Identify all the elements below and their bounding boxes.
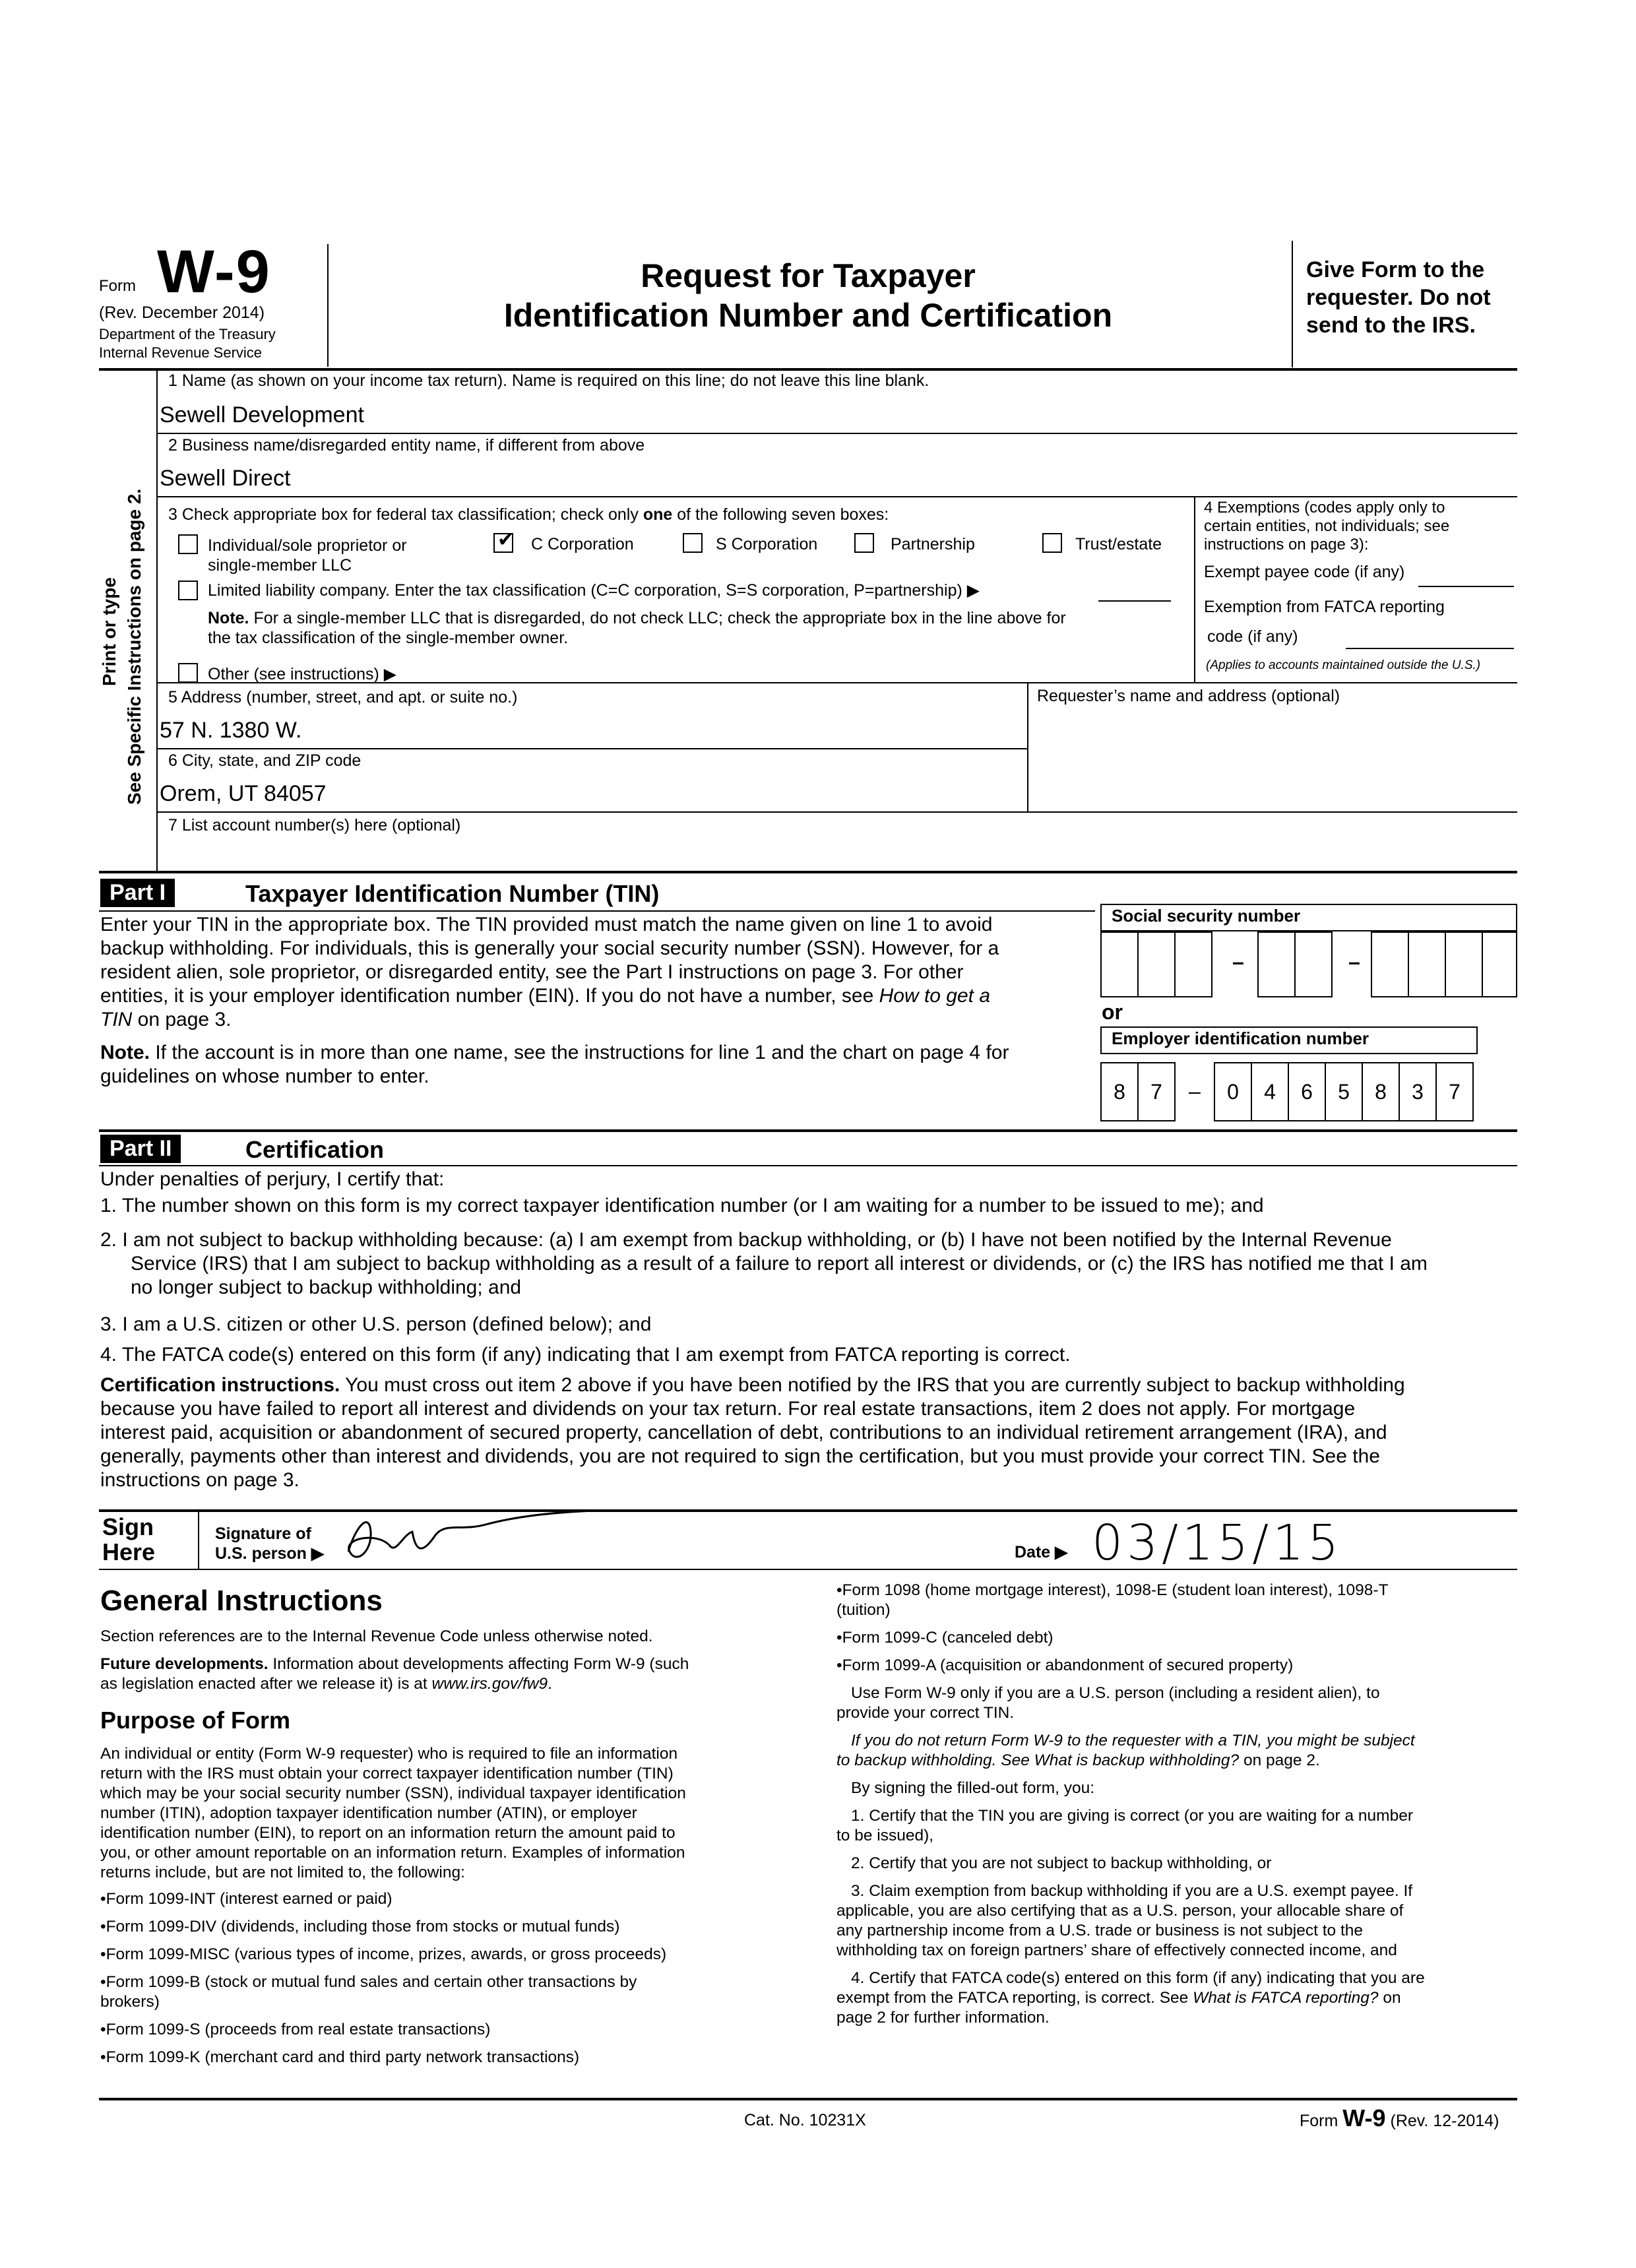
- list-item: • Form 1099-C (canceled debt): [836, 1628, 1523, 1648]
- individual-checkbox[interactable]: [178, 534, 198, 554]
- certify-1: 1. Certify that the TIN you are giving is correct (or you are waiting for a number: [851, 1807, 1413, 1825]
- purpose-text: An individual or entity (Form W-9 requester) who is required to file an information return with the IRS must obtain your correct taxpayer identification number (TIN) which may be your social security number (SSN), individual taxpayer identification number (ITIN), adoption taxpayer identification number (ATIN), or employer identification number (EIN), to report on an information return the amount paid to you, or other amount reportable on an information return. Examples of information returns include, but are not limited to, the following:: [100, 1745, 686, 1881]
- other-label: Other (see instructions) ▶: [208, 665, 396, 683]
- address-field[interactable]: 57 N. 1380 W.: [160, 718, 302, 743]
- part1-title: Taxpayer Identification Number (TIN): [245, 880, 660, 907]
- certify-1b: to be issued),: [836, 1827, 934, 1844]
- ssn-digit-box[interactable]: [1137, 931, 1176, 997]
- line7-label: 7 List account number(s) here (optional): [168, 816, 461, 835]
- department: Department of the Treasury: [99, 326, 276, 342]
- ssn-label: Social security number: [1112, 906, 1301, 926]
- trust-estate-checkbox[interactable]: [1042, 533, 1062, 553]
- llc-checkbox[interactable]: [178, 581, 198, 600]
- ein-digit[interactable]: 8: [1362, 1062, 1400, 1121]
- certify-3c: any partnership income from a U.S. trade or business is not subject to the: [836, 1922, 1364, 1939]
- date-value[interactable]: 03/15/15: [1092, 1515, 1343, 1571]
- list-item: • Form 1099-DIV (dividends, including those from stocks or mutual funds): [100, 1917, 793, 1937]
- individual-label: Individual/sole proprietor or: [208, 536, 407, 555]
- ein-label: Employer identification number: [1112, 1028, 1369, 1048]
- footer-form-id: Form W-9 (Rev. 12-2014): [1300, 2104, 1499, 2131]
- other-checkbox[interactable]: [178, 663, 198, 683]
- signing-intro: By signing the filled-out form, you:: [851, 1779, 1095, 1797]
- name-field[interactable]: Sewell Development: [160, 402, 364, 427]
- ein-digit[interactable]: 8: [1100, 1062, 1139, 1121]
- fatca-note: (Applies to accounts maintained outside the U.S.): [1206, 658, 1481, 672]
- ssn-digit-box[interactable]: [1257, 931, 1296, 997]
- backup-withholding-note-2: to backup withholding. See What is backup withholding? on page 2.: [836, 1751, 1320, 1769]
- date-label: Date ▶: [1015, 1543, 1068, 1561]
- ein-dash: –: [1189, 1079, 1201, 1103]
- requester-label: Requester’s name and address (optional): [1037, 687, 1340, 705]
- see-instructions-label: See Specific Instructions on page 2.: [124, 488, 144, 805]
- form-title: Request for Taxpayer Identification Number and Certification: [503, 257, 1113, 334]
- service: Internal Revenue Service: [99, 344, 263, 361]
- ssn-digit-box[interactable]: [1408, 931, 1446, 997]
- form-number: W-9: [157, 238, 271, 305]
- llc-note-2: the tax classification of the single-member owner.: [208, 629, 569, 647]
- s-corporation-checkbox[interactable]: [683, 533, 703, 553]
- certify-3b: applicable, you are also certifying that as a U.S. person, your allocable share of: [836, 1902, 1404, 1920]
- line2-label: 2 Business name/disregarded entity name, if different from above: [168, 436, 645, 455]
- section-references: Section references are to the Internal Revenue Code unless otherwise noted.: [100, 1627, 653, 1645]
- give-form-notice: Give Form to the requester. Do not send to the IRS.: [1306, 257, 1491, 338]
- ssn-digit-box[interactable]: [1174, 931, 1212, 997]
- c-corporation-label: C Corporation: [531, 535, 634, 553]
- signature[interactable]: [330, 1505, 607, 1571]
- list-item-continuation: (tuition): [836, 1601, 891, 1619]
- ein-digit[interactable]: 0: [1214, 1062, 1252, 1121]
- s-corporation-label: S Corporation: [716, 535, 818, 553]
- certification-text: Under penalties of perjury, I certify that: 1. The number shown on this form is my correct taxpayer identification number (or I am waiting for a number to be issued to me); and 2. I am not subject to backup withholding because: (a) I am exempt from backup withholding, or (b) I have not been notified by the Internal Revenue Service (IRS) that I am subject to backup withholding as a result of a failure to report all interest or dividends, or (c) the IRS has notified me that I am no longer subject to backup withholding; and 3. I am a U.S. citizen or other U.S. person (defined below); and 4. The FATCA code(s) entered on this form (if any) indicating that I am exempt from FATCA reporting is correct. Certification instructions. You must cross out item 2 above if you have been notified by the IRS that you are currently subject to backup withholding because you have failed to report all interest and dividends on your tax return. For real estate transactions, item 2 does not apply. For mortgage interest paid, acquisition or abandonment of secured property, cancellation of debt, contributions to an individual retirement arrangement (IRA), and generally, payments other than interest and dividends, you are not required to sign the certification, but you must provide your correct TIN. See the instructions on page 3.: [100, 1168, 1428, 1491]
- llc-label: Limited liability company. Enter the tax classification (C=C corporation, S=S corporation, P=partnership) ▶: [208, 581, 980, 600]
- line3-label: 3 Check appropriate box for federal tax classification; check only one of the following seven boxes:: [168, 505, 889, 524]
- llc-classification-field[interactable]: [1098, 600, 1171, 602]
- general-heading: General Instructions: [100, 1585, 383, 1617]
- ein-digit[interactable]: 6: [1288, 1062, 1326, 1121]
- use-form-text-2: provide your correct TIN.: [836, 1704, 1015, 1722]
- ein-digit[interactable]: 5: [1325, 1062, 1363, 1121]
- certify-3d: withholding tax on foreign partners’ share of effectively connected income, and: [836, 1941, 1397, 1959]
- partnership-label: Partnership: [891, 535, 975, 553]
- city-state-zip-field[interactable]: Orem, UT 84057: [160, 781, 327, 806]
- list-item: • Form 1099-S (proceeds from real estate transactions): [100, 2020, 793, 2040]
- form-header: [0, 0, 1636, 369]
- trust-estate-label: Trust/estate: [1075, 535, 1162, 553]
- certify-2: 2. Certify that you are not subject to backup withholding, or: [851, 1854, 1272, 1872]
- ssn-digit-box[interactable]: [1445, 931, 1483, 997]
- general-instructions-right: [836, 1581, 1523, 2028]
- use-form-text: Use Form W-9 only if you are a U.S. person (including a resident alien), to: [851, 1684, 1380, 1702]
- purpose-heading: Purpose of Form: [100, 1707, 291, 1734]
- future-developments: Future developments. Information about developments affecting Form W-9 (such as legislation enacted after we release it) is at www.irs.gov/fw9.: [100, 1655, 689, 1693]
- partnership-checkbox[interactable]: [854, 533, 874, 553]
- line6-label: 6 City, state, and ZIP code: [168, 751, 362, 770]
- part1-instructions: Enter your TIN in the appropriate box. The TIN provided must match the name given on line 1 to avoid backup withholding. For individuals, this is generally your social security number (SSN). However, for a resident alien, sole proprietor, or disregarded entity, see the Part I instructions on page 3. For other entities, it is your employer identification number (EIN). If you do not have a number, see How to get a TIN on page 3. Note. If the account is in more than one name, see the instructions for line 1 and the chart on page 4 for guidelines on whose number to enter.: [100, 914, 1009, 1087]
- ssn-dash: –: [1232, 950, 1244, 974]
- certify-4c: page 2 for further information.: [836, 2009, 1050, 2027]
- backup-withholding-note: If you do not return Form W-9 to the requester with a TIN, you might be subject: [851, 1732, 1415, 1749]
- requester-field[interactable]: [1029, 706, 1517, 811]
- ssn-digit-box[interactable]: [1482, 931, 1517, 997]
- c-corporation-checkbox[interactable]: [493, 529, 515, 553]
- print-or-type-label: Print or type: [99, 577, 119, 686]
- or-label: or: [1102, 1000, 1123, 1024]
- fatca-code-field[interactable]: [1346, 648, 1514, 649]
- account-numbers-field[interactable]: [158, 836, 1517, 869]
- llc-note: Note. For a single-member LLC that is disregarded, do not check LLC; check the appropriate box in the line above for: [208, 609, 1066, 627]
- certify-4: 4. Certify that FATCA code(s) entered on this form (if any) indicating that you are: [851, 1969, 1425, 1987]
- general-instructions-left: [100, 1583, 793, 2067]
- certify-3: 3. Claim exemption from backup withholding if you are a U.S. exempt payee. If: [851, 1882, 1413, 1900]
- ssn-dash: –: [1348, 950, 1360, 974]
- ein-digit[interactable]: 4: [1251, 1062, 1289, 1121]
- revision-date: (Rev. December 2014): [99, 303, 265, 322]
- checked-mark: ✔: [497, 529, 515, 551]
- part1-label: Part I: [100, 879, 175, 907]
- fatca-label: Exemption from FATCA reporting: [1204, 598, 1445, 616]
- line5-label: 5 Address (number, street, and apt. or suite no.): [168, 688, 518, 707]
- form-word: Form: [99, 277, 136, 295]
- list-item-continuation: brokers): [100, 1993, 160, 2011]
- ssn-digit-box[interactable]: [1100, 931, 1139, 997]
- list-item: • Form 1099-MISC (various types of income, prizes, awards, or gross proceeds): [100, 1945, 793, 1965]
- part2-title: Certification: [245, 1136, 385, 1163]
- list-item: • Form 1099-INT (interest earned or paid): [100, 1889, 793, 1909]
- ssn-digit-box[interactable]: [1294, 931, 1333, 997]
- list-item: • Form 1099-B (stock or mutual fund sales and certain other transactions by: [100, 1972, 793, 1992]
- signature-label: Signature of U.S. person ▶: [215, 1525, 325, 1563]
- business-name-field[interactable]: Sewell Direct: [160, 466, 291, 491]
- ein-digit[interactable]: 7: [1137, 1062, 1176, 1121]
- list-item: • Form 1099-K (merchant card and third party network transactions): [100, 2048, 793, 2067]
- sign-here-label: Sign Here: [102, 1513, 156, 1565]
- fatca-label-2: code (if any): [1207, 627, 1298, 646]
- ein-digit[interactable]: 7: [1435, 1062, 1474, 1121]
- individual-label-2: single-member LLC: [208, 556, 352, 575]
- line4-label: 4 Exemptions (codes apply only to certain entities, not individuals; see instructions on page 3):: [1204, 499, 1450, 553]
- part2-label: Part II: [100, 1135, 181, 1163]
- list-item: • Form 1098 (home mortgage interest), 1098-E (student loan interest), 1098-T: [836, 1581, 1523, 1600]
- exempt-payee-label: Exempt payee code (if any): [1204, 563, 1405, 581]
- list-item: • Form 1099-A (acquisition or abandonment of secured property): [836, 1656, 1523, 1676]
- catalog-number: Cat. No. 10231X: [744, 2111, 866, 2129]
- form-list: [100, 1889, 793, 2067]
- exempt-payee-field[interactable]: [1418, 586, 1514, 587]
- certify-4b: exempt from the FATCA reporting, is correct. See What is FATCA reporting? on: [836, 1989, 1401, 2007]
- ssn-digit-box[interactable]: [1371, 931, 1409, 997]
- ein-digit[interactable]: 3: [1399, 1062, 1437, 1121]
- line1-label: 1 Name (as shown on your income tax return). Name is required on this line; do not leave this line blank.: [168, 371, 929, 390]
